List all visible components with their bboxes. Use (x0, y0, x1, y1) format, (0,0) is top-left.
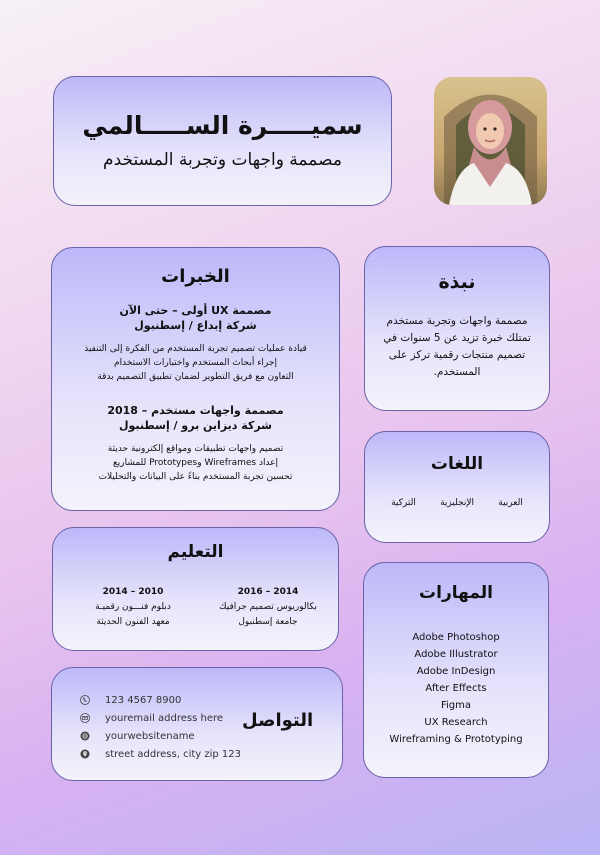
job-title: مصممة UX أولى – حتى الآن (119, 304, 272, 317)
responsibility: تحسين تجربة المستخدم بناءً على البيانات والتحليلات (98, 472, 293, 482)
education-entry (73, 585, 193, 630)
experience-title: الخبرات (161, 266, 230, 287)
language-item: الإنجليزية (440, 498, 475, 508)
contact-address (80, 745, 241, 763)
globe-icon (80, 731, 90, 741)
location-pin-icon (80, 749, 90, 759)
experience-card (51, 247, 340, 511)
about-text: مصممة واجهات وتجربة مستخدم تمتلك خبرة تزيد عن 5 سنوات في تصميم منتجات رقمية تركز على المستخدم. (383, 315, 531, 378)
skill-item: Wireframing & Prototyping (389, 734, 523, 745)
about-title: نبذة (438, 271, 476, 293)
education-entry (208, 585, 328, 630)
job-entry (62, 303, 329, 384)
job-title: مصممة واجهات مستخدم – 2018 (107, 404, 284, 417)
responsibility: التعاون مع فريق التطوير لضمان تطبيق التصميم بدقة (97, 372, 294, 382)
header-card (53, 76, 392, 206)
website-text: yourwebsitename (105, 730, 195, 742)
email-icon (80, 713, 90, 723)
language-item: التركية (391, 498, 416, 508)
about-card (364, 246, 550, 411)
language-item: العربية (498, 498, 523, 508)
responsibility: قيادة عمليات تصميم تجربة المستخدم من الفكرة إلى التنفيذ (84, 344, 307, 354)
job-entry (62, 403, 329, 484)
contact-list (80, 691, 241, 763)
skills-title: المهارات (419, 583, 493, 603)
profile-photo-illustration (434, 77, 547, 205)
languages-title: اللغات (430, 454, 484, 474)
languages-card (364, 431, 550, 543)
education-card (52, 527, 339, 651)
job-responsibilities (62, 442, 329, 484)
skill-item: Figma (440, 700, 472, 711)
responsibility: إعداد Wireframes وPrototypes للمشاريع (112, 458, 279, 468)
phone-text: 123 4567 8900 (105, 694, 182, 706)
job-responsibilities (62, 342, 329, 384)
address-text: street address, city zip 123 (105, 748, 242, 760)
education-degree: دبلوم فنـــون رقميـة (95, 602, 171, 612)
person-name: سميـــــرة الســـــالمي (82, 111, 363, 140)
education-school: معهد الفنون الحديثة (96, 617, 170, 627)
education-school: جامعة إسطنبول (238, 617, 298, 627)
skill-item: UX Research (424, 717, 488, 728)
skills-list (364, 629, 548, 748)
contact-website (80, 727, 241, 745)
contact-title: التواصل (242, 710, 314, 731)
contact-card (51, 667, 343, 781)
responsibility: إجراء أبحاث المستخدم واختبارات الاستخدام (114, 358, 277, 368)
job-role: مصممة واجهات وتجربة المستخدم (103, 150, 342, 170)
education-degree: بكالوريوس تصميم جرافيك (219, 602, 317, 612)
skill-item: Adobe Photoshop (412, 632, 500, 643)
job-company: شركة إبداع / إسطنبول (134, 319, 257, 332)
education-years: 2014 – 2010 (102, 587, 164, 597)
phone-icon (80, 695, 90, 705)
skills-card (363, 562, 549, 778)
responsibility: تصميم واجهات تطبيقات ومواقع إلكترونية حديثة (107, 444, 284, 454)
skill-item: Adobe Illustrator (414, 649, 498, 660)
skill-item: After Effects (425, 683, 487, 694)
education-years: 2016 – 2014 (237, 587, 299, 597)
contact-email (80, 709, 241, 727)
education-title: التعليم (167, 542, 224, 562)
email-text: youremail address here (105, 712, 224, 724)
profile-photo (434, 77, 547, 205)
languages-list (379, 498, 535, 508)
contact-phone (80, 691, 241, 709)
skill-item: Adobe InDesign (416, 666, 496, 677)
job-company: شركة ديزاين برو / إسطنبول (118, 419, 273, 432)
